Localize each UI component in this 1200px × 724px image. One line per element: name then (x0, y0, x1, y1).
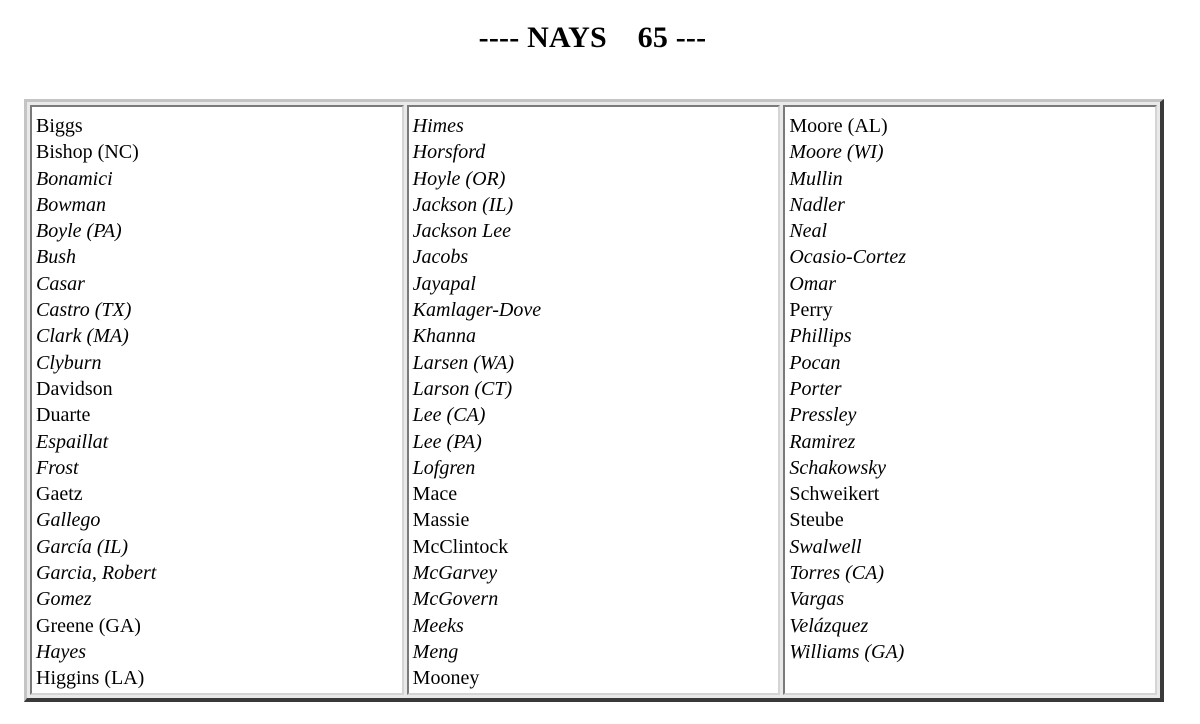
member-name: Meng (412, 640, 459, 663)
member-name: Phillips (789, 325, 852, 348)
member-column-3 (783, 105, 1157, 695)
member-name: Davidson (36, 377, 113, 400)
member-name: Moore (AL) (789, 115, 888, 137)
member-name: Larsen (WA) (412, 351, 515, 374)
member-name: Lofgren (412, 456, 476, 479)
member-name: Clyburn (36, 351, 102, 374)
member-name: Khanna (412, 325, 477, 348)
member-name: Bush (36, 246, 76, 269)
member-name: McGarvey (412, 562, 498, 585)
member-name: Greene (GA) (36, 614, 141, 637)
member-name: Higgins (LA) (36, 667, 145, 690)
member-name: Bowman (36, 193, 106, 216)
member-name: Jacobs (412, 246, 469, 269)
member-name: Jackson (IL) (412, 193, 514, 216)
member-name: Pocan (789, 351, 841, 374)
member-name: Espaillat (36, 430, 109, 453)
member-name: Massie (412, 509, 470, 532)
member-name: Duarte (36, 404, 91, 427)
member-name: Lee (CA) (412, 404, 486, 427)
member-name: Swalwell (789, 535, 862, 558)
member-name: Garcia, Robert (36, 562, 157, 585)
member-name: Omar (789, 272, 837, 295)
member-name: Hoyle (OR) (412, 167, 506, 190)
member-name: Lee (PA) (412, 430, 482, 453)
member-name: Schakowsky (789, 456, 886, 479)
member-name: Torres (CA) (789, 562, 884, 585)
member-name: Neal (789, 220, 828, 243)
member-name: Schweikert (789, 483, 880, 506)
member-name: Gallego (36, 509, 101, 532)
member-name: Himes (412, 115, 464, 137)
member-name: Williams (GA) (789, 640, 905, 663)
member-name: McClintock (412, 535, 509, 558)
member-name: McGovern (412, 588, 499, 611)
member-name: Moore (WI) (789, 141, 884, 164)
member-name: Hayes (36, 640, 86, 663)
member-name: Larson (CT) (412, 377, 513, 400)
member-name: Ocasio-Cortez (789, 246, 907, 269)
member-name: Biggs (36, 115, 83, 137)
member-name: Clark (MA) (36, 325, 129, 348)
member-name: Casar (36, 272, 85, 295)
member-name: Bishop (NC) (36, 141, 139, 164)
member-name: Vargas (789, 588, 845, 611)
member-name: Kamlager-Dove (412, 299, 542, 322)
member-name: Jackson Lee (412, 220, 511, 243)
member-name: Boyle (PA) (36, 220, 122, 243)
member-name: Nadler (789, 193, 845, 216)
member-name: Pressley (789, 404, 857, 427)
member-name: Gaetz (36, 483, 83, 506)
member-name: Horsford (412, 141, 486, 164)
member-name: Mace (412, 483, 458, 506)
nays-table (24, 99, 1164, 702)
member-name: Mullin (789, 167, 843, 190)
member-name: Ramirez (789, 430, 856, 453)
member-name: Velázquez (789, 614, 869, 637)
member-name: Perry (789, 299, 833, 322)
member-name: Steube (789, 509, 844, 532)
member-name: Meeks (412, 614, 464, 637)
nays-table-row (30, 105, 1157, 695)
member-name: Mooney (412, 667, 480, 690)
member-name: García (IL) (36, 535, 129, 558)
member-name: Castro (TX) (36, 299, 132, 322)
vote-heading: ---- NAYS 65 --- (478, 21, 707, 54)
member-name: Gomez (36, 588, 92, 611)
member-column-1 (30, 105, 404, 695)
member-column-2 (407, 105, 781, 695)
member-name: Jayapal (412, 272, 476, 295)
member-name: Porter (789, 377, 842, 400)
member-name: Bonamici (36, 167, 113, 190)
member-name: Frost (36, 456, 79, 479)
